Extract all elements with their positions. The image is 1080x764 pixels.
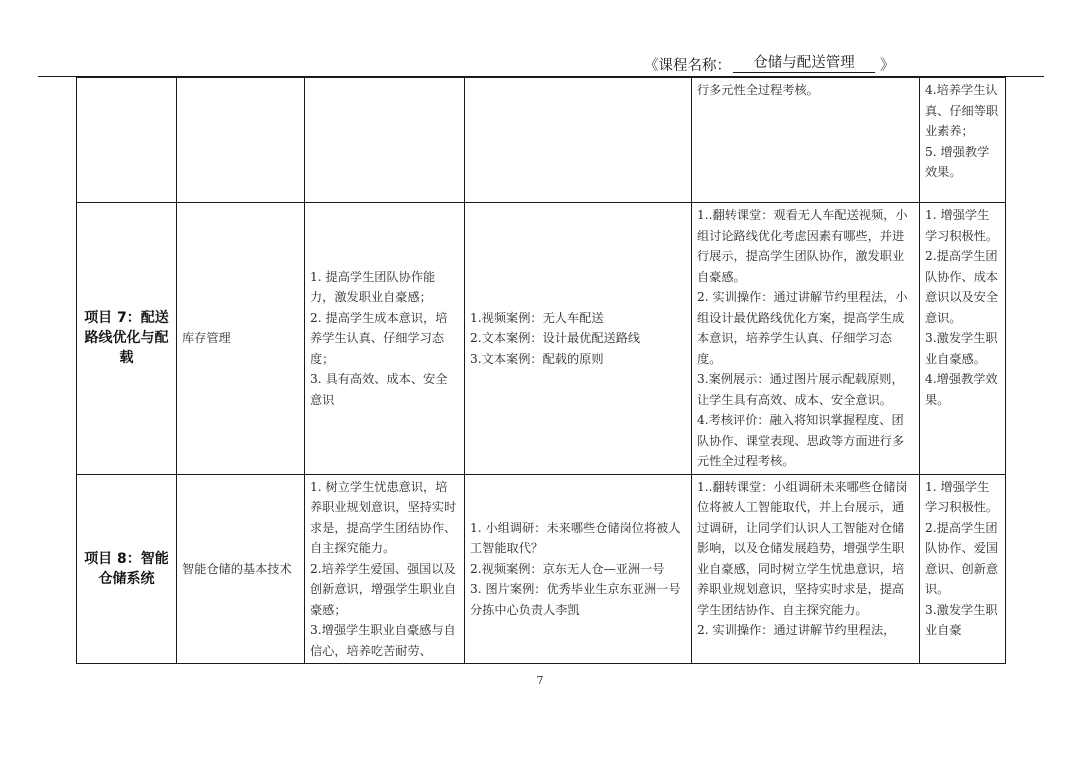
effect-item: 4.培养学生认真、仔细等职业素养； xyxy=(925,83,999,138)
page-number: 7 xyxy=(536,674,544,687)
goal-item: 1. 树立学生忧患意识，培养职业规划意识，坚持实时求是，提高学生团结协作、自主探究能力。 xyxy=(310,479,457,555)
header-suffix: 》 xyxy=(880,58,895,74)
case-item: 2.文本案例：设计最优配送路线 xyxy=(470,331,641,345)
effect-item: 5. 增强教学效果。 xyxy=(925,144,990,179)
effect-item: 4.增强教学效果。 xyxy=(925,372,998,407)
effect-item: 3.激发学生职业自豪 xyxy=(925,602,998,637)
knowledge-cell: 智能仓储的基本技术 xyxy=(177,474,305,664)
document-header xyxy=(0,54,1080,76)
goal-item: 1. 提高学生团队协作能力，激发职业自豪感； xyxy=(310,269,436,304)
method-item: 1..翻转课堂：小组调研未来哪些仓储岗位将被人工智能取代，并上台展示，通过调研，让同学们认识人工智能对仓储影响，以及仓储发展趋势，增强学生职业自豪感，同时树立学生忧患意识，培养职业规划意识，坚持实时求是，提高学生团结协作、自主探究能力。 xyxy=(697,479,908,617)
goal-item: 2. 提高学生成本意识，培养学生认真、仔细学习态度； xyxy=(310,310,448,366)
course-design-table xyxy=(76,77,1006,664)
case-item: 2.视频案例：京东无人仓—亚洲一号 xyxy=(470,561,665,576)
goal-item: 3. 具有高效、成本、安全意识 xyxy=(310,372,448,407)
case-item: 3. 图片案例：优秀毕业生京东亚洲一号分拣中心负责人李凯 xyxy=(470,582,681,617)
method-item: 2. 实训操作：通过讲解节约里程法， xyxy=(697,623,896,637)
project-cell: 项目 7：配送路线优化与配载 xyxy=(77,203,177,475)
method-item: 3.案例展示：通过图片展示配载原则，让学生具有高效、成本、安全意识。 xyxy=(697,372,904,407)
effect-item: 2.提高学生团队协作、爱国意识、创新意识。 xyxy=(925,520,999,596)
method-item: 行多元性全过程考核。 xyxy=(697,83,819,97)
goals-cell xyxy=(305,203,465,475)
case-item: 1. 小组调研：未来哪些仓储岗位将被人工智能取代？ xyxy=(470,520,681,555)
project-cell: 项目 8：智能仓储系统 xyxy=(77,474,177,664)
effects-cell xyxy=(920,203,1006,475)
goal-item: 2.培养学生爱国、强国以及创新意识，增强学生职业自豪感； xyxy=(310,561,457,617)
effect-item: 2.提高学生团队协作、成本意识以及安全意识。 xyxy=(925,249,999,325)
table-row xyxy=(77,474,1006,664)
method-item: 4.考核评价：融入将知识掌握程度、团队协作、课堂表现、思政等方面进行多元性全过程考核。 xyxy=(697,413,905,468)
methods-cell xyxy=(692,474,920,664)
knowledge-cell xyxy=(177,78,305,203)
project-cell xyxy=(77,78,177,203)
cases-cell xyxy=(465,474,692,664)
method-item: 1..翻转课堂：观看无人车配送视频，小组讨论路线优化考虑因素有哪些，并进行展示，提高学生团队协作，激发职业自豪感。 xyxy=(697,208,908,284)
effect-item: 1. 增强学生学习积极性。 xyxy=(925,208,999,243)
methods-cell xyxy=(692,203,920,475)
method-item: 2. 实训操作：通过讲解节约里程法，小组设计最优路线优化方案，提高学生成本意识，培养学生认真、仔细学习态度。 xyxy=(697,290,908,366)
table-row xyxy=(77,203,1006,475)
course-name: 仓储与配送管理 xyxy=(733,54,875,73)
effect-item: 3.激发学生职业自豪感。 xyxy=(925,331,998,366)
header-prefix: 《课程名称： xyxy=(644,58,731,74)
effects-cell xyxy=(920,474,1006,664)
cases-cell xyxy=(465,78,692,203)
goals-cell xyxy=(305,78,465,203)
case-item: 1.视频案例：无人车配送 xyxy=(470,310,604,325)
table-row xyxy=(77,78,1006,203)
cases-cell xyxy=(465,203,692,475)
goal-item: 3.增强学生职业自豪感与自信心，培养吃苦耐劳、 xyxy=(310,623,456,658)
effect-item: 1. 增强学生学习积极性。 xyxy=(925,479,999,514)
knowledge-cell: 库存管理 xyxy=(177,203,305,475)
goals-cell xyxy=(305,474,465,664)
methods-cell xyxy=(692,78,920,203)
case-item: 3.文本案例：配载的原则 xyxy=(470,351,604,366)
effects-cell xyxy=(920,78,1006,203)
